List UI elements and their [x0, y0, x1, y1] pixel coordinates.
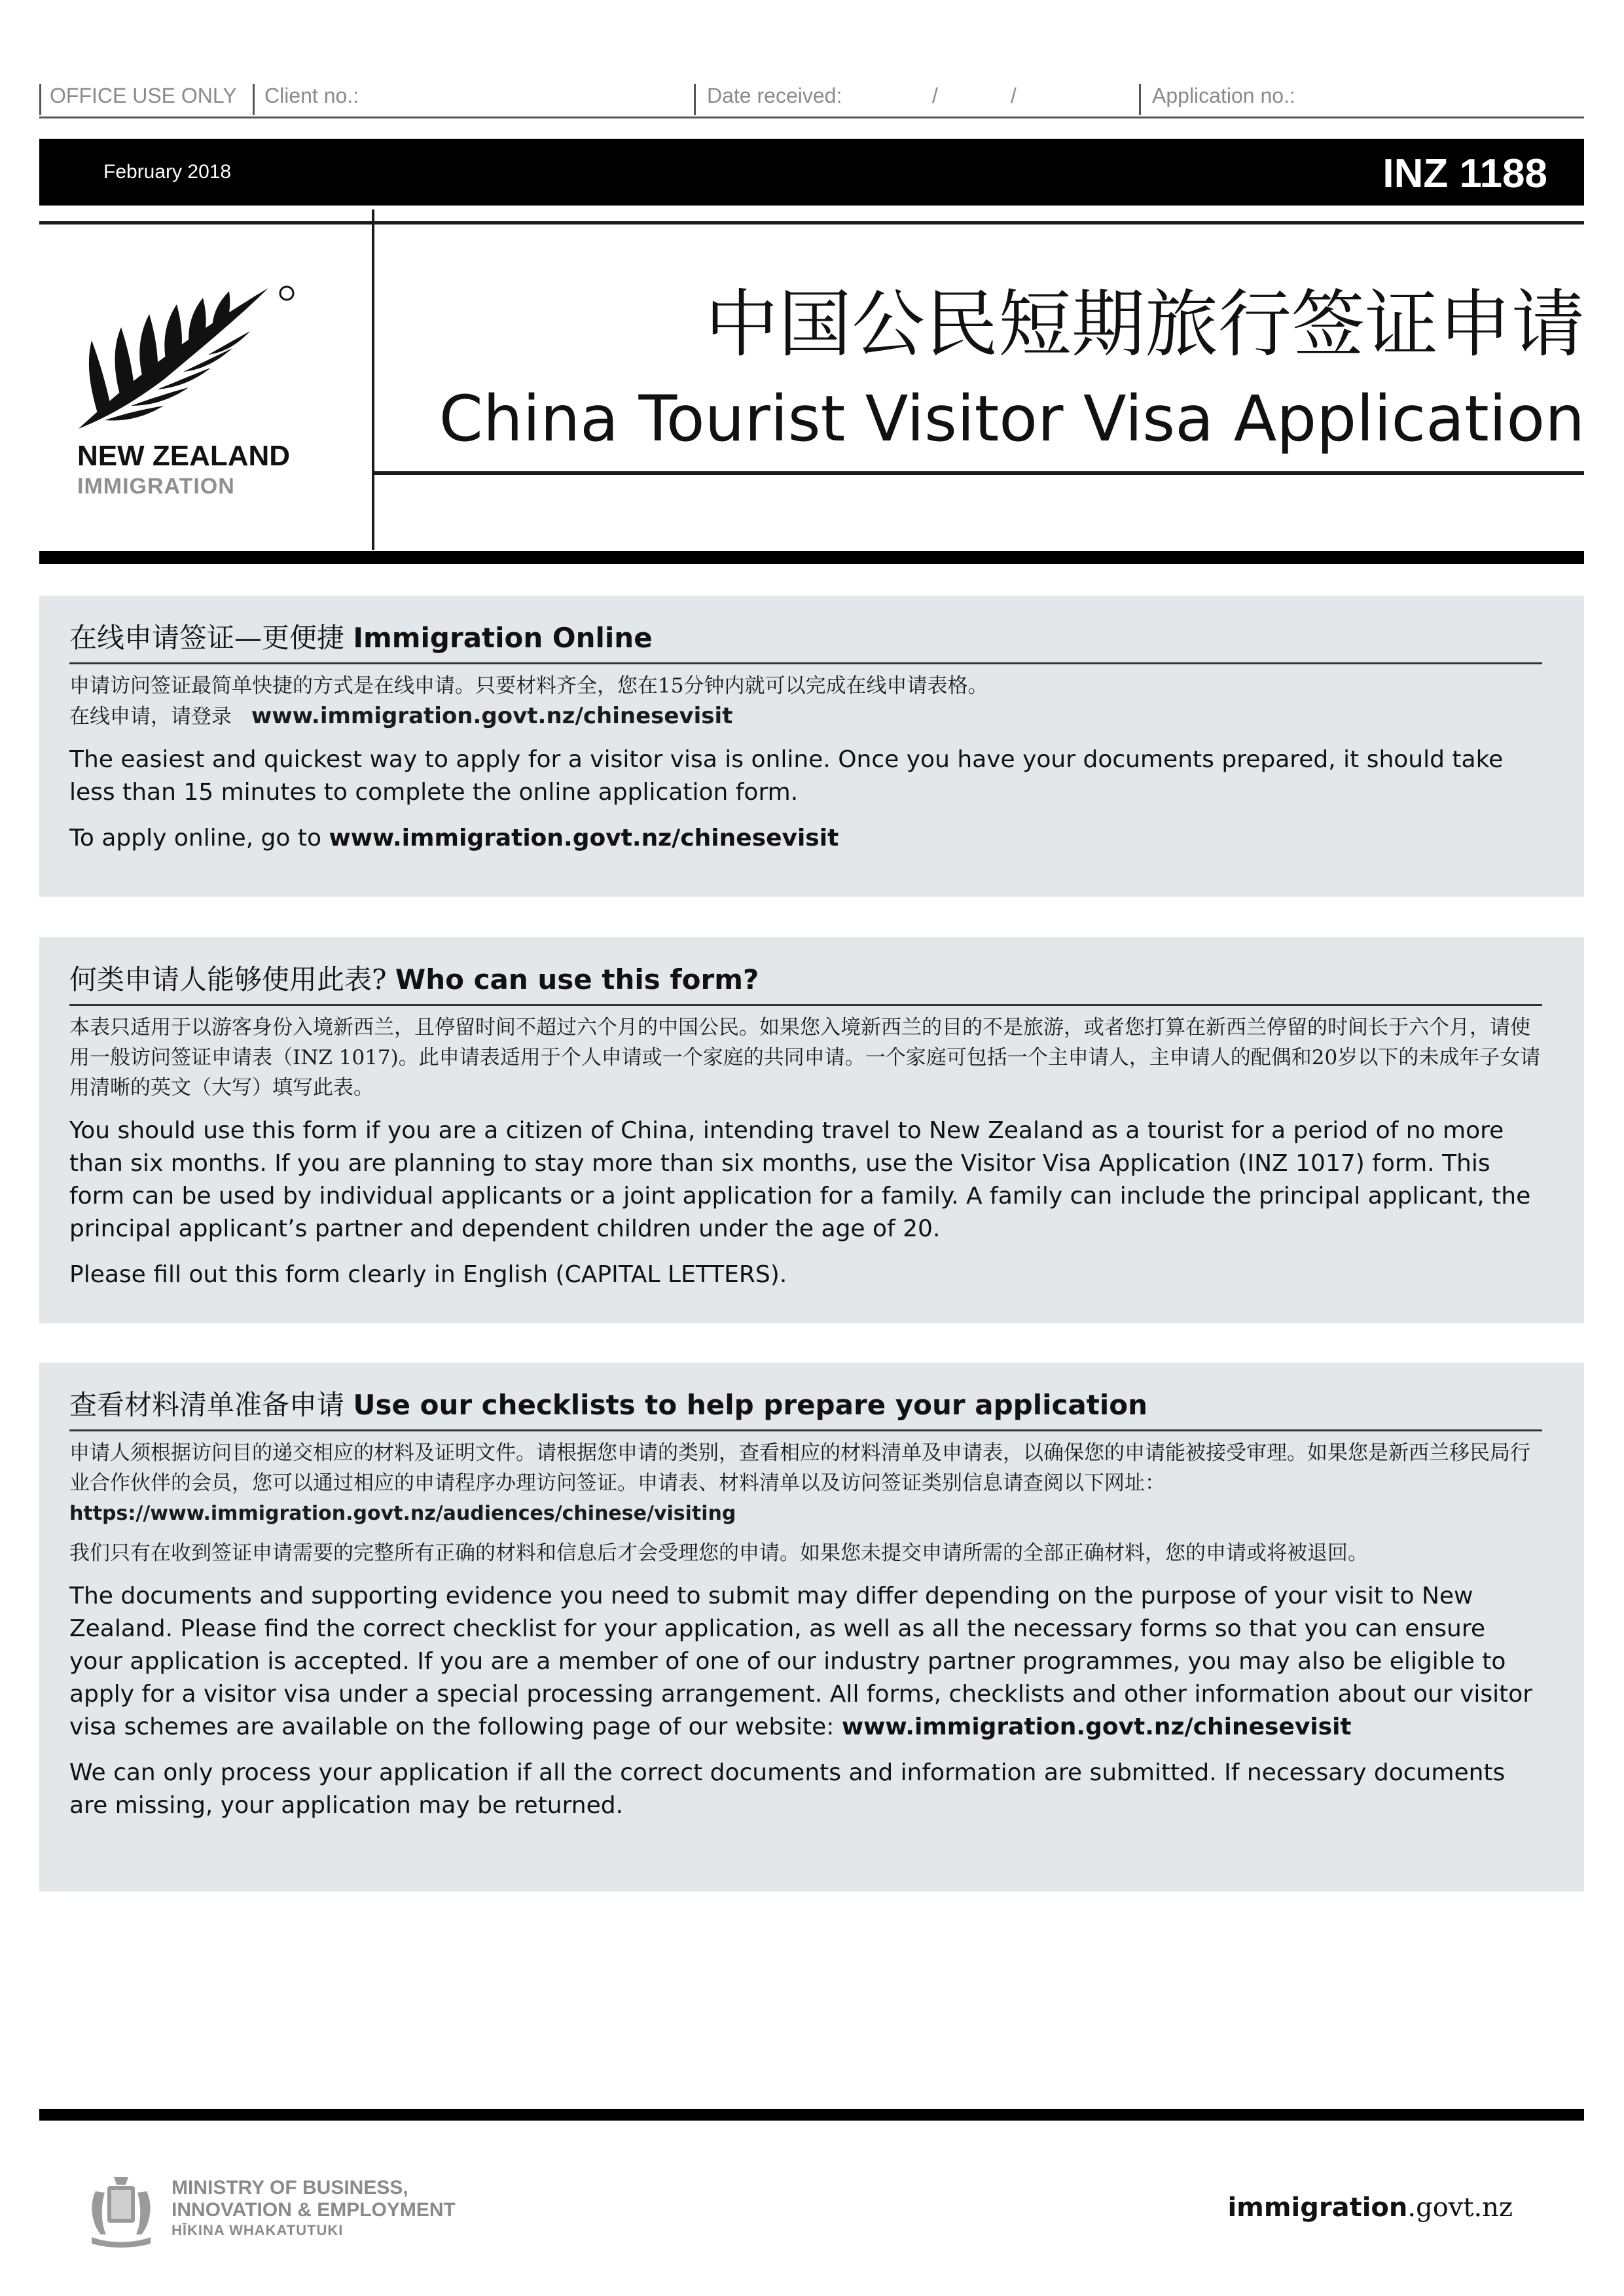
section-online — [39, 596, 1584, 897]
nz-coat-of-arms-icon — [82, 2172, 160, 2249]
form-code: INZ 1188 — [1382, 151, 1547, 196]
online-link[interactable]: www.immigration.govt.nz/chinesevisit — [251, 703, 733, 730]
cn-text: 在线申请，请登录 — [69, 705, 232, 729]
date-received-label: Date received: — [707, 84, 842, 107]
heading-en: Who can use this form? — [395, 963, 759, 996]
footer-rule — [39, 2109, 1584, 2121]
en-paragraph: Please fill out this form clearly in English (CAPITAL LETTERS). — [69, 1261, 787, 1289]
en-text: To apply online, go to — [69, 825, 329, 852]
en-paragraph — [69, 1580, 1542, 1744]
en-text: The documents and supporting evidence you need to submit may differ depending on the purpose of your visit to New Zealand. Please find the correct checklist for your application, as well as all the necessary forms so that you can ensure your application is accepted. If you are a member of one of our industry partner programmes, you may also be eligible to apply for a visitor visa under a special processing arrangement. All forms, checklists and other information about our visitor visa schemes are available on the following page of our website: — [69, 1583, 1533, 1741]
cn-paragraph: 申请访问签证最简单快捷的方式是在线申请。只要材料齐全，您在15分钟内就可以完成在线申请表格。 — [69, 674, 988, 698]
cn-paragraph: 我们只有在收到签证申请需要的完整所有正确的材料和信息后才会受理您的申请。如果您未提交申请所需的全部正确材料，您的申请或将被退回。 — [69, 1541, 1368, 1566]
office-tick — [694, 84, 696, 115]
section-heading — [69, 963, 1542, 996]
office-use-strip — [39, 84, 1584, 118]
en-paragraph: You should use this form if you are a citizen of China, intending travel to New Zealand as a tourist for a period of no more than six months. If you are planning to stay more than six months, use the Visitor Visa Application (INZ 1017) form. This form can be used by individual applicants or a joint application for a family. A family can include the principal applicant, the principal applicant’s partner and dependent children under the age of 20. — [69, 1117, 1531, 1243]
en-paragraph — [69, 822, 1542, 855]
cn-text: 申请人须根据访问目的递交相应的材料及证明文件。请根据您申请的类别，查看相应的材料清单及申请表，以确保您的申请能被接受审理。如果您是新西兰移民局行业合作伙伴的会员，您可以通过相应的申请程序办理访问签证。申请表、材料清单以及访问签证类别信息请查阅以下网址： — [69, 1441, 1530, 1496]
mbie-line: HĪKINA WHAKATUTUKI — [171, 2222, 344, 2238]
online-link[interactable]: www.immigration.govt.nz/chinesevisit — [329, 825, 839, 852]
logo-immigration: IMMIGRATION — [77, 474, 235, 499]
heading-cn: 在线申请签证—更便捷 — [69, 622, 345, 654]
date-separator: / — [1011, 84, 1017, 107]
mbie-line: MINISTRY OF BUSINESS, — [171, 2177, 408, 2198]
section-who — [39, 937, 1584, 1323]
en-paragraph: We can only process your application if all the correct documents and information are submitted. If necessary documents are missing, your application may be returned. — [69, 1759, 1506, 1820]
checklist-link[interactable]: https://www.immigration.govt.nz/audiences/chinese/visiting — [69, 1502, 736, 1526]
header-divider — [372, 209, 374, 550]
office-tick — [1139, 84, 1141, 115]
title-rule — [374, 471, 1584, 475]
checklist-link[interactable]: www.immigration.govt.nz/chinesevisit — [841, 1713, 1352, 1741]
section-checklists — [39, 1363, 1584, 1892]
fern-icon — [72, 275, 308, 439]
title-english: China Tourist Visitor Visa Application — [439, 382, 1585, 456]
site-rest: .govt.nz — [1407, 2193, 1513, 2223]
section-rule — [69, 1429, 1542, 1431]
office-use-only-label: OFFICE USE ONLY — [50, 84, 237, 107]
title-chinese: 中国公民短期旅行签证申请 — [705, 282, 1585, 367]
form-date: February 2018 — [103, 161, 232, 183]
office-tick — [253, 84, 255, 115]
date-separator: / — [932, 84, 938, 107]
cn-paragraph: 本表只适用于以游客身份入境新西兰，且停留时间不超过六个月的中国公民。如果您入境新西兰的目的不是旅游，或者您打算在新西兰停留的时间长于六个月，请使用一般访问签证申请表（INZ 1017)。此申请表适用于个人申请或一个家庭的共同申请。一个家庭可包括一个主申请人，主申请人的配偶和20岁以下的未成年子女请用清晰的英文（大写）填写此表。 — [69, 1016, 1541, 1100]
mbie-line: INNOVATION & EMPLOYMENT — [171, 2199, 456, 2221]
heading-en: Immigration Online — [353, 622, 653, 654]
site-bold: immigration — [1227, 2193, 1408, 2223]
cn-paragraph — [69, 701, 1542, 732]
section-rule — [69, 1004, 1542, 1006]
section-rule — [69, 662, 1542, 664]
client-no-label: Client no.: — [264, 84, 359, 107]
heading-cn: 何类申请人能够使用此表? — [69, 963, 387, 996]
section-heading — [69, 622, 1542, 655]
header-band — [39, 139, 1584, 206]
heading-en: Use our checklists to help prepare your application — [353, 1389, 1147, 1421]
office-tick — [39, 84, 41, 115]
cn-paragraph — [69, 1438, 1542, 1529]
heading-cn: 查看材料清单准备申请 — [69, 1389, 345, 1421]
mbie-wordmark — [171, 2177, 456, 2240]
application-no-label: Application no.: — [1152, 84, 1295, 107]
en-paragraph: The easiest and quickest way to apply for a visitor visa is online. Once you have your documents prepared, it should take less than 15 minutes to complete the online application form. — [69, 746, 1504, 806]
footer-website[interactable] — [1227, 2193, 1513, 2223]
logo-new-zealand: NEW ZEALAND — [77, 440, 291, 472]
section-heading — [69, 1389, 1542, 1422]
header-rule — [39, 221, 1584, 224]
header-bottom-rule — [39, 551, 1584, 564]
